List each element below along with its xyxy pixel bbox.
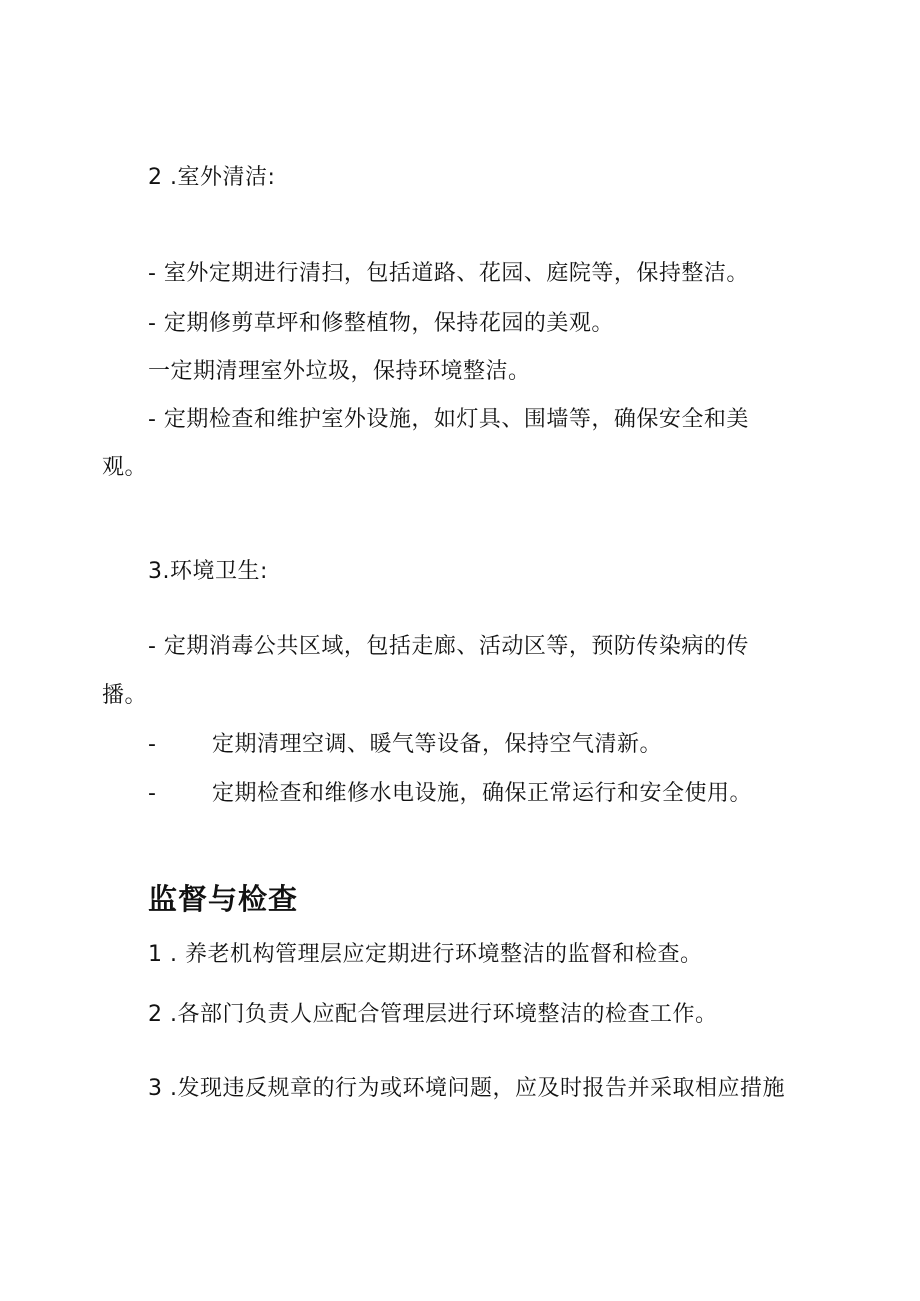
section-heading-supervision: 监督与检查 xyxy=(148,882,299,916)
list-item: - 定期消毒公共区域，包括走廊、活动区等，预防传染病的传 xyxy=(148,634,749,659)
list-item: 一定期清理室外垃圾，保持环境整洁。 xyxy=(148,359,531,384)
list-dash: - xyxy=(148,732,157,757)
list-item-text: 定期检查和维修水电设施，确保正常运行和安全使用。 xyxy=(212,781,753,806)
numbered-item: 2 .各部门负责人应配合管理层进行环境整洁的检查工作。 xyxy=(148,1002,718,1027)
numbered-item: 3 .发现违反规章的行为或环境问题，应及时报告并采取相应措施 xyxy=(148,1076,785,1101)
numbered-item: 1 . 养老机构管理层应定期进行环境整洁的监督和检查。 xyxy=(148,942,703,967)
list-item: - 定期检查和维护室外设施，如灯具、围墙等，确保安全和美 xyxy=(148,407,749,432)
section-title-environmental-hygiene: 3.环境卫生: xyxy=(148,559,268,584)
list-item-text: 定期清理空调、暖气等设备，保持空气清新。 xyxy=(212,732,663,757)
list-item-continuation: 播。 xyxy=(102,683,148,708)
list-item-continuation: 观。 xyxy=(102,455,148,480)
list-item: - 定期修剪草坪和修整植物，保持花园的美观。 xyxy=(148,311,614,336)
list-item xyxy=(148,730,662,760)
list-item: - 室外定期进行清扫，包括道路、花园、庭院等，保持整洁。 xyxy=(148,261,749,286)
list-item xyxy=(148,779,752,809)
list-dash: - xyxy=(148,781,157,806)
section-title-outdoor-cleaning: 2 .室外清洁: xyxy=(148,165,276,190)
